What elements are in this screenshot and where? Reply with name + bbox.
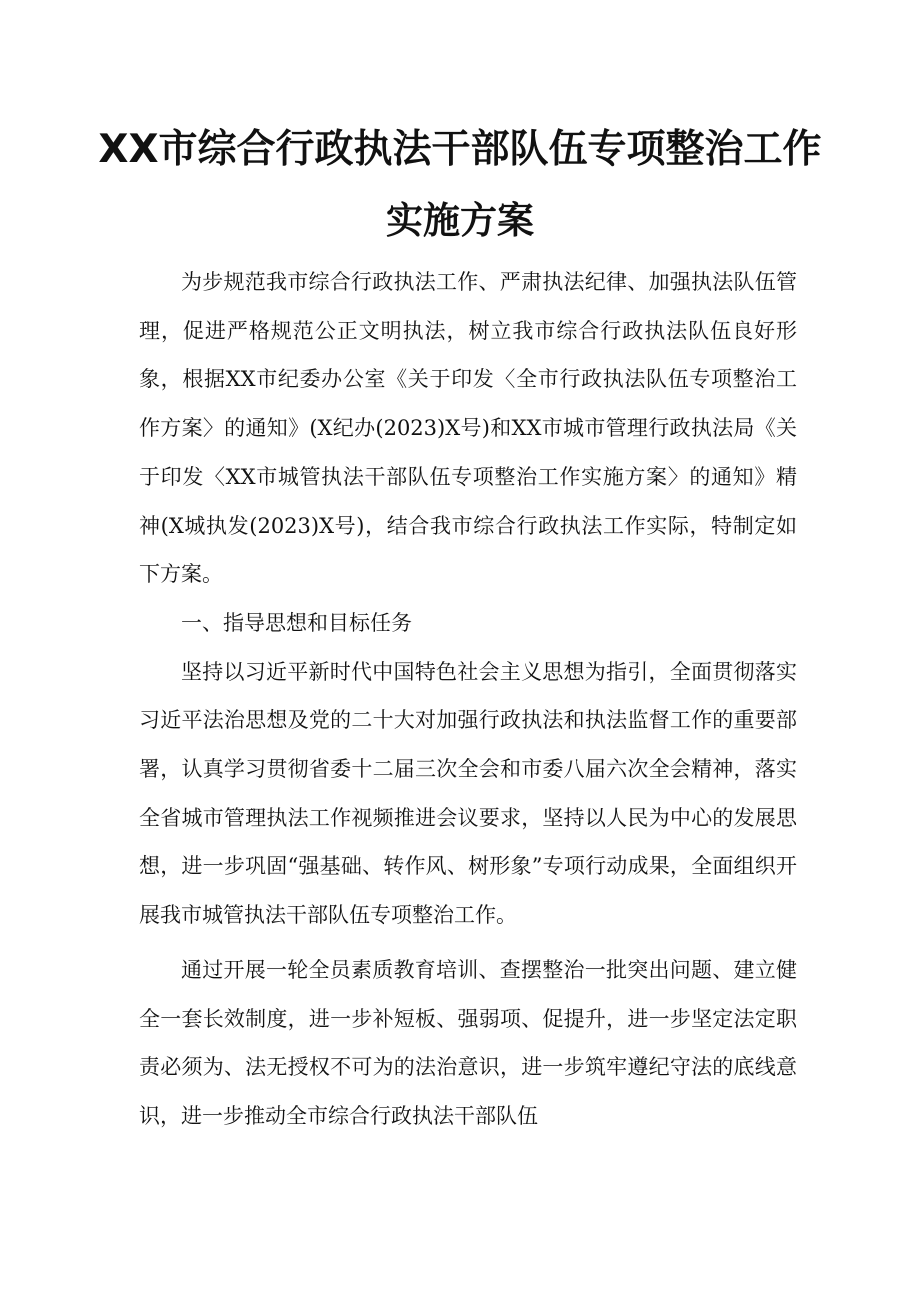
section-heading-1: 一、指导思想和目标任务 [181, 610, 412, 635]
document-body [139, 258, 797, 1141]
document-title-line-2: 实施方案 [386, 199, 534, 242]
paragraph-intro: 为步规范我市综合行政执法工作、严肃执法纪律、加强执法队伍管理，促进严格规范公正文明执法，树立我市综合行政执法队伍良好形象，根据XX市纪委办公室《关于印发〈全市行政执法队伍专项整治工作方案〉的通知》(X纪办(2023)X号)和XX市城市管理行政执法局《关于印发〈XX市城管执法干部队伍专项整治工作实施方案〉的通知》精神(X城执发(2023)X号)，结合我市综合行政执法工作实际，特制定如下方案。 [139, 270, 797, 587]
document-title-line-1: XX市综合行政执法干部队伍专项整治工作 [98, 127, 822, 172]
paragraph-guiding-thought: 坚持以习近平新时代中国特色社会主义思想为指引，全面贯彻落实习近平法治思想及党的二十大对加强行政执法和执法监督工作的重要部署，认真学习贯彻省委十二届三次全会和市委八届六次全会精神，落实全省城市管理执法工作视频推进会议要求，坚持以人民为中心的发展思想，进一步巩固“强基础、转作风、树形象”专项行动成果，全面组织开展我市城管执法干部队伍专项整治工作。 [139, 659, 797, 928]
paragraph-goals: 通过开展一轮全员素质教育培训、查摆整治一批突出问题、建立健全一套长效制度，进一步补短板、强弱项、促提升，进一步坚定法定职责必须为、法无授权不可为的法治意识，进一步筑牢遵纪守法的底线意识，进一步推动全市综合行政执法干部队伍 [139, 957, 797, 1128]
